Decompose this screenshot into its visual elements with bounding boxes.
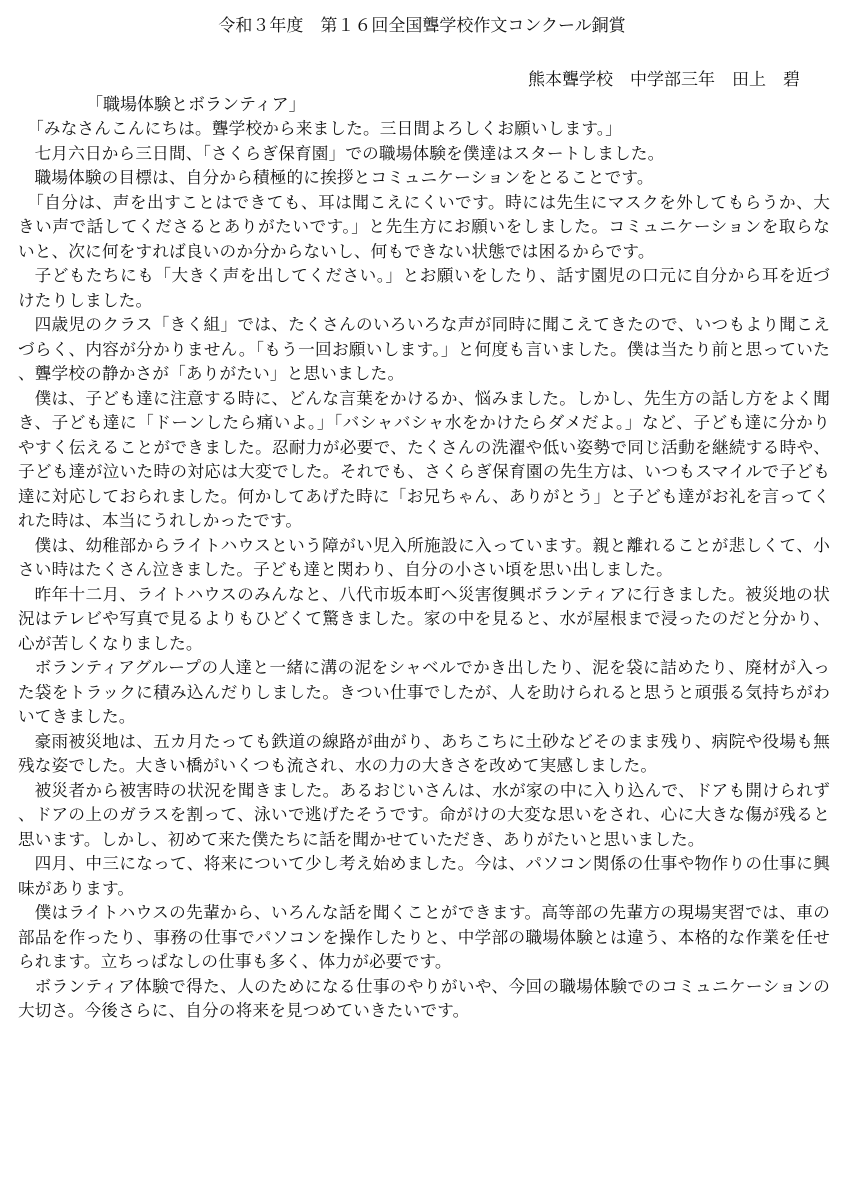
paragraph-mud-work: ボランティアグループの人達と一緒に溝の泥をシャベルでかき出したり、泥を袋に詰めたり、廃材が入った袋をトラックに積み込んだりしました。きつい仕事でしたが、人を助けられると思うと頑張る気持ちがわいてきました。 (18, 658, 830, 726)
paragraph-volunteer-trip: 昨年十二月、ライトハウスのみんなと、八代市坂本町へ災害復興ボランティアに行きました。被災地の状況はテレビや写真で見るよりもひどくて驚きました。家の中を見ると、水が屋根まで浸ったのだと分かり、心が苦しくなりました。 (18, 584, 830, 653)
award-title: 令和３年度 第１６回全国聾学校作文コンクール銅賞 (218, 16, 626, 36)
paragraph-disaster-area: 豪雨被災地は、五カ月たっても鉄道の線路が曲がり、あちこちに土砂などそのまま残り、病院や役場も無残な姿でした。大きい橋がいくつも流され、水の力の大きさを改めて実感しました。 (18, 731, 830, 775)
paragraph-conclusion: ボランティア体験で得た、人のためになる仕事のやりがいや、今回の職場体験でのコミュニケーションの大切さ。今後さらに、自分の将来を見つめていきたいです。 (18, 976, 830, 1020)
paragraph-start-date: 七月六日から三日間、「さくらぎ保育園」での職場体験を僕達はスタートしました。 (34, 143, 665, 163)
paragraph-greeting: 「みなさんこんにちは。聾学校から来ました。三日間よろしくお願いします。」 (27, 119, 623, 138)
paragraph-lighthouse: 僕は、幼稚部からライトハウスという障がい児入所施設に入っています。親と離れることが悲しくて、小さい時はたくさん泣きました。子ども達と関わり、自分の小さい頃を思い出しました。 (18, 535, 830, 579)
paragraph-caution: 僕は、子ども達に注意する時に、どんな言葉をかけるか、悩みました。しかし、先生方の話し方をよく聞き、子ども達に「ドーンしたら痛いよ。」「バシャバシャ水をかけたらダメだよ。」など、子ども達に分かりやすく伝えることができました。忍耐力が必要で、たくさんの洗濯や低い姿勢で同じ活動を継続する時や、子ども達が泣いた時の対応は大変でした。それでも、さくらぎ保育園の先生方は、いつもスマイルで子ども達に対応しておられました。何かしてあげた時に「お兄ちゃん、ありがとう」と子ども達がお礼を言ってくれた時は、本当にうれしかったです。 (18, 388, 830, 530)
paragraph-seniors: 僕はライトハウスの先輩から、いろんな話を聞くことができます。高等部の先輩方の現場実習では、車の部品を作ったり、事務の仕事でパソコンを操作したりと、中学部の職場体験とは違う、本格的な作業を任せられます。立ちっぱなしの仕事も多く、体力が必要です。 (18, 903, 830, 971)
author-line: 熊本聾学校 中学部三年 田上 碧 (528, 70, 800, 90)
paragraph-future: 四月、中三になって、将来について少し考え始めました。今は、パソコン関係の仕事や物作りの仕事に興味があります。 (18, 854, 830, 898)
essay-title: 「職場体験とボランティア」 (86, 95, 306, 115)
paragraph-survivor-story: 被災者から被害時の状況を聞きました。あるおじいさんは、水が家の中に入り込んで、ドアも開けられず、ドアの上のガラスを割って、泳いで逃げたそうです。命がけの大変な思いをされ、心に大きな傷が残ると思います。しかし、初めて来た僕たちに話を聞かせていただき、ありがたいと思いました。 (18, 780, 830, 849)
paragraph-children-request: 子どもたちにも「大きく声を出してください。」とお願いをしたり、話す園児の口元に自分から耳を近づけたりしました。 (18, 266, 830, 310)
paragraph-kiku-class: 四歳児のクラス「きく組」では、たくさんのいろいろな声が同時に聞こえてきたので、いつもより聞こえづらく、内容が分かりません。「もう一回お願いします。」と何度も言いました。僕は当たり前と思っていた、聾学校の静かさが「ありがたい」と思いました。 (18, 315, 830, 383)
paragraph-goal: 職場体験の目標は、自分から積極的に挨拶とコミュニケーションをとることです。 (34, 168, 654, 187)
essay-body (18, 117, 830, 1024)
paragraph-request: 「自分は、声を出すことはできても、耳は聞こえにくいです。時には先生にマスクを外してもらうか、大きい声で話してくださるとありがたいです。」と先生方にお願いをしました。コミュニケーションを取らないと、次に何をすれば良いのか分からないし、何もできない状態では困るからです。 (18, 192, 830, 261)
